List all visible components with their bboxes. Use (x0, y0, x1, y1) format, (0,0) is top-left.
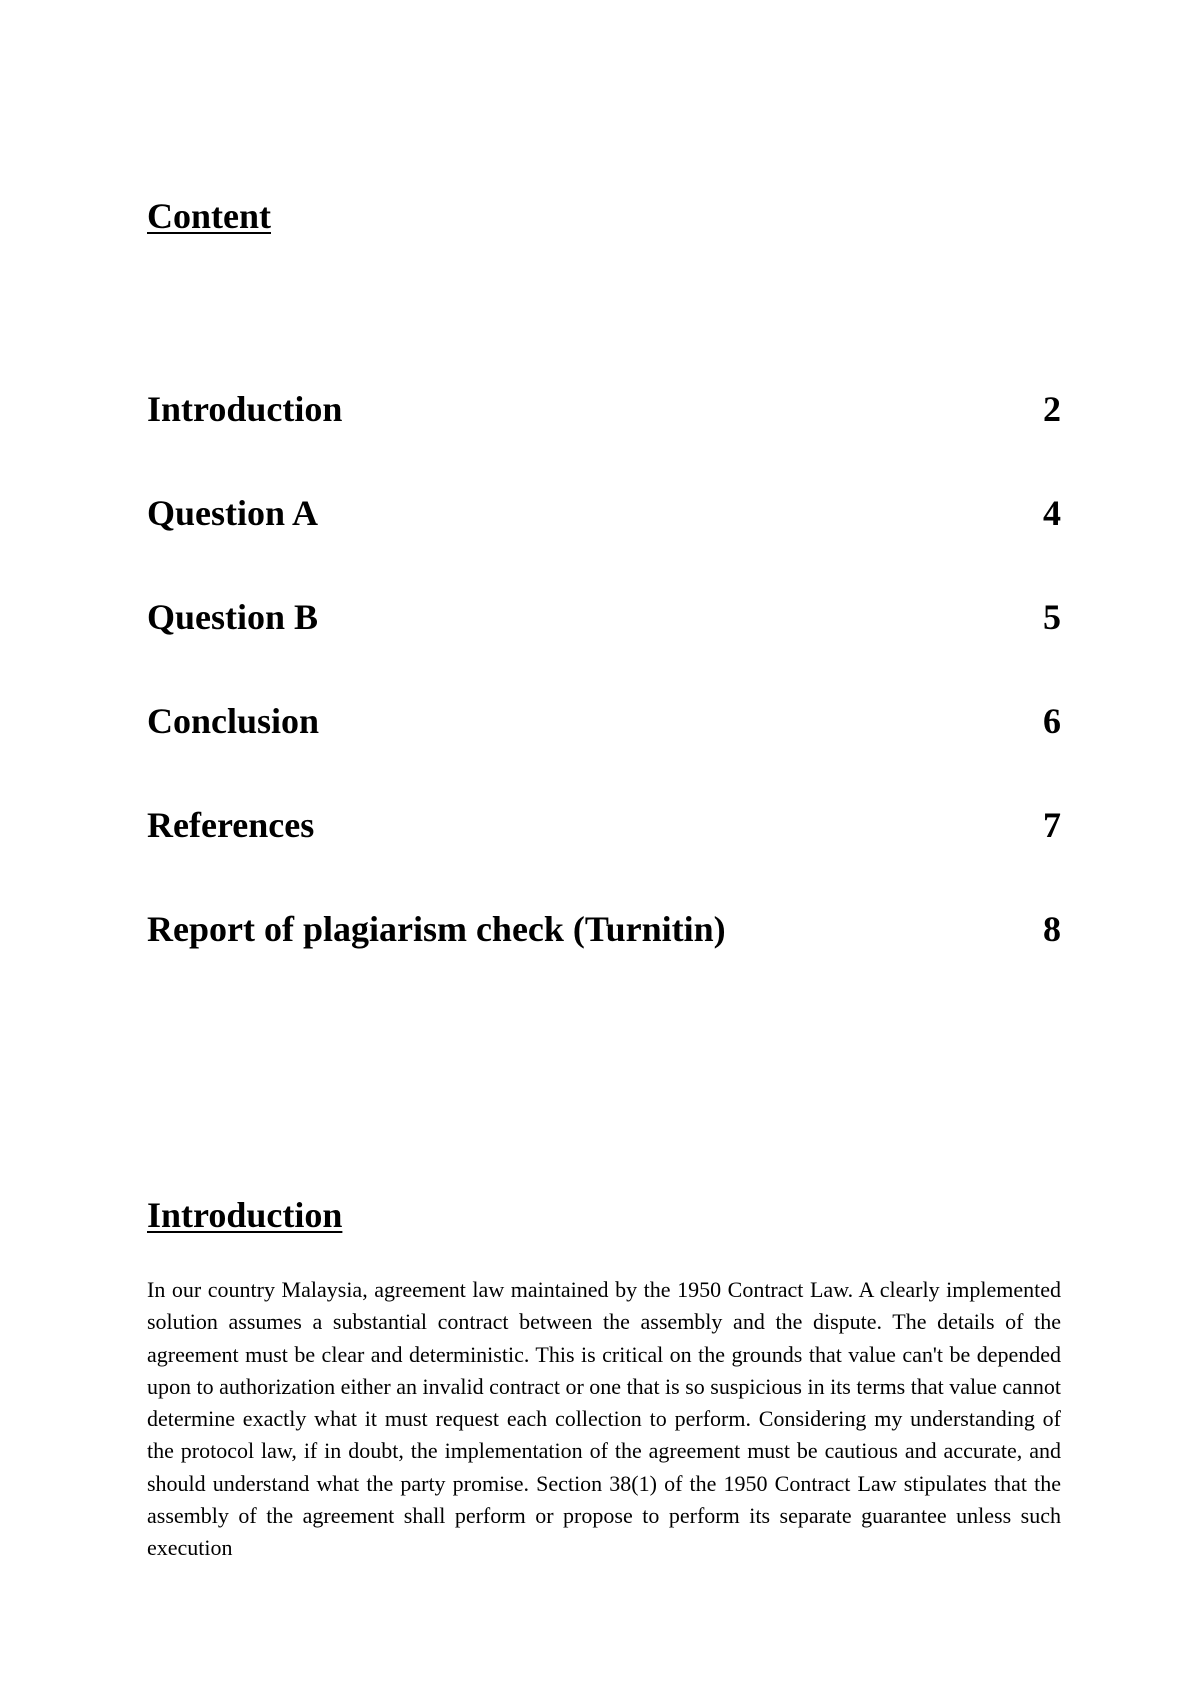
toc-entry-title: Introduction (147, 389, 343, 429)
toc-entry-title: Question A (147, 493, 319, 533)
toc-entry-title: Question B (147, 597, 319, 637)
toc-entry-question-b (147, 594, 1061, 698)
toc-entry-question-a (147, 490, 1061, 594)
introduction-body-text: In our country Malaysia, agreement law maintained by the 1950 Contract Law. A clearly implemented solution assumes a substantial contract between the assembly and the dispute. The details of the agreement must be clear and deterministic. This is critical on the grounds that value can't be depended upon to authorization either an invalid contract or one that is so suspicious in its terms that value cannot determine exactly what it must request each collection to perform. Considering my understanding of the protocol law, if in doubt, the implementation of the agreement must be cautious and accurate, and should understand what the party promise. Section 38(1) of the 1950 Contract Law stipulates that the assembly of the agreement shall perform or propose to perform its separate guarantee unless such execution (147, 1277, 1061, 1561)
toc-entry-page-number: 6 (1043, 701, 1061, 741)
toc-entry-introduction (147, 386, 1061, 490)
contents-heading: Content (147, 196, 271, 236)
toc-entry-conclusion (147, 698, 1061, 802)
toc-entry-page-number: 8 (1043, 909, 1061, 949)
toc-entry-plagiarism-report (147, 906, 1061, 952)
toc-entry-page-number: 5 (1043, 597, 1061, 637)
introduction-heading: Introduction (147, 1195, 343, 1235)
toc-entry-page-number: 4 (1043, 493, 1061, 533)
toc-entry-references (147, 802, 1061, 906)
table-of-contents (147, 386, 1061, 952)
toc-entry-title: Report of plagiarism check (Turnitin) (147, 909, 726, 949)
toc-entry-title: Conclusion (147, 701, 320, 741)
toc-entry-page-number: 2 (1043, 389, 1061, 429)
toc-entry-title: References (147, 805, 315, 845)
toc-entry-page-number: 7 (1043, 805, 1061, 845)
